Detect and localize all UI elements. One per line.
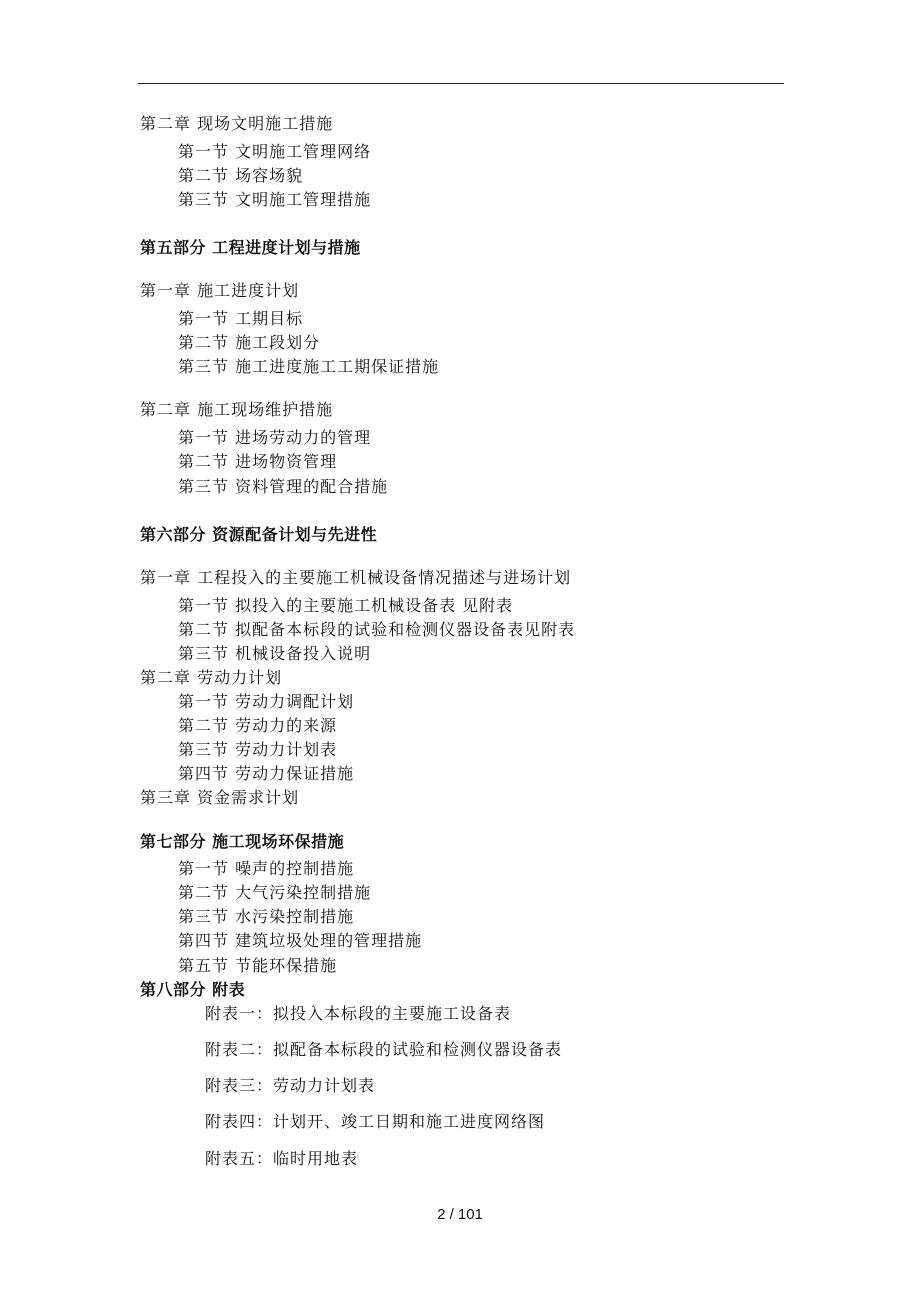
- toc-section[interactable]: 第三节 水污染控制措施: [178, 907, 355, 926]
- toc-chapter[interactable]: 第二章 劳动力计划: [140, 668, 283, 687]
- toc-chapter[interactable]: 第二章 现场文明施工措施: [140, 114, 334, 133]
- header-rule: [138, 83, 784, 84]
- toc-appendix[interactable]: 附表三：劳动力计划表: [205, 1076, 376, 1095]
- toc-section[interactable]: 第二节 进场物资管理: [178, 452, 338, 471]
- toc-section[interactable]: 第一节 劳动力调配计划: [178, 692, 355, 711]
- toc-section[interactable]: 第四节 劳动力保证措施: [178, 764, 355, 783]
- toc-part[interactable]: 第七部分 施工现场环保措施: [140, 832, 345, 851]
- toc-chapter[interactable]: 第一章 工程投入的主要施工机械设备情况描述与进场计划: [140, 568, 572, 587]
- toc-section[interactable]: 第一节 噪声的控制措施: [178, 859, 355, 878]
- toc-part[interactable]: 第六部分 资源配备计划与先进性: [140, 525, 378, 544]
- toc-appendix[interactable]: 附表一：拟投入本标段的主要施工设备表: [205, 1004, 512, 1023]
- toc-chapter[interactable]: 第三章 资金需求计划: [140, 788, 300, 807]
- toc-section[interactable]: 第三节 机械设备投入说明: [178, 644, 372, 663]
- toc-section[interactable]: 第一节 进场劳动力的管理: [178, 428, 372, 447]
- toc-section[interactable]: 第一节 工期目标: [178, 309, 304, 328]
- toc-section[interactable]: 第二节 劳动力的来源: [178, 716, 338, 735]
- toc-part[interactable]: 第五部分 工程进度计划与措施: [140, 238, 361, 257]
- toc-chapter[interactable]: 第二章 施工现场维护措施: [140, 400, 334, 419]
- toc-section[interactable]: 第二节 场容场貌: [178, 166, 304, 185]
- toc-appendix[interactable]: 附表五：临时用地表: [205, 1149, 359, 1168]
- toc-section[interactable]: 第三节 资料管理的配合措施: [178, 477, 389, 496]
- toc-section[interactable]: 第二节 拟配备本标段的试验和检测仪器设备表见附表: [178, 620, 576, 639]
- toc-section[interactable]: 第四节 建筑垃圾处理的管理措施: [178, 931, 423, 950]
- page-number: 2 / 101: [437, 1206, 483, 1223]
- toc-part[interactable]: 第八部分 附表: [140, 980, 246, 999]
- toc-section[interactable]: 第三节 文明施工管理措施: [178, 190, 372, 209]
- toc-section[interactable]: 第二节 大气污染控制措施: [178, 883, 372, 902]
- toc-section[interactable]: 第一节 拟投入的主要施工机械设备表 见附表: [178, 596, 514, 615]
- toc-section[interactable]: 第三节 劳动力计划表: [178, 740, 338, 759]
- toc-section[interactable]: 第五节 节能环保措施: [178, 956, 338, 975]
- toc-chapter[interactable]: 第一章 施工进度计划: [140, 281, 300, 300]
- toc-section[interactable]: 第三节 施工进度施工工期保证措施: [178, 357, 440, 376]
- toc-appendix[interactable]: 附表四：计划开、竣工日期和施工进度网络图: [205, 1112, 546, 1131]
- toc-appendix[interactable]: 附表二：拟配备本标段的试验和检测仪器设备表: [205, 1040, 563, 1059]
- toc-section[interactable]: 第一节 文明施工管理网络: [178, 142, 372, 161]
- toc-section[interactable]: 第二节 施工段划分: [178, 333, 321, 352]
